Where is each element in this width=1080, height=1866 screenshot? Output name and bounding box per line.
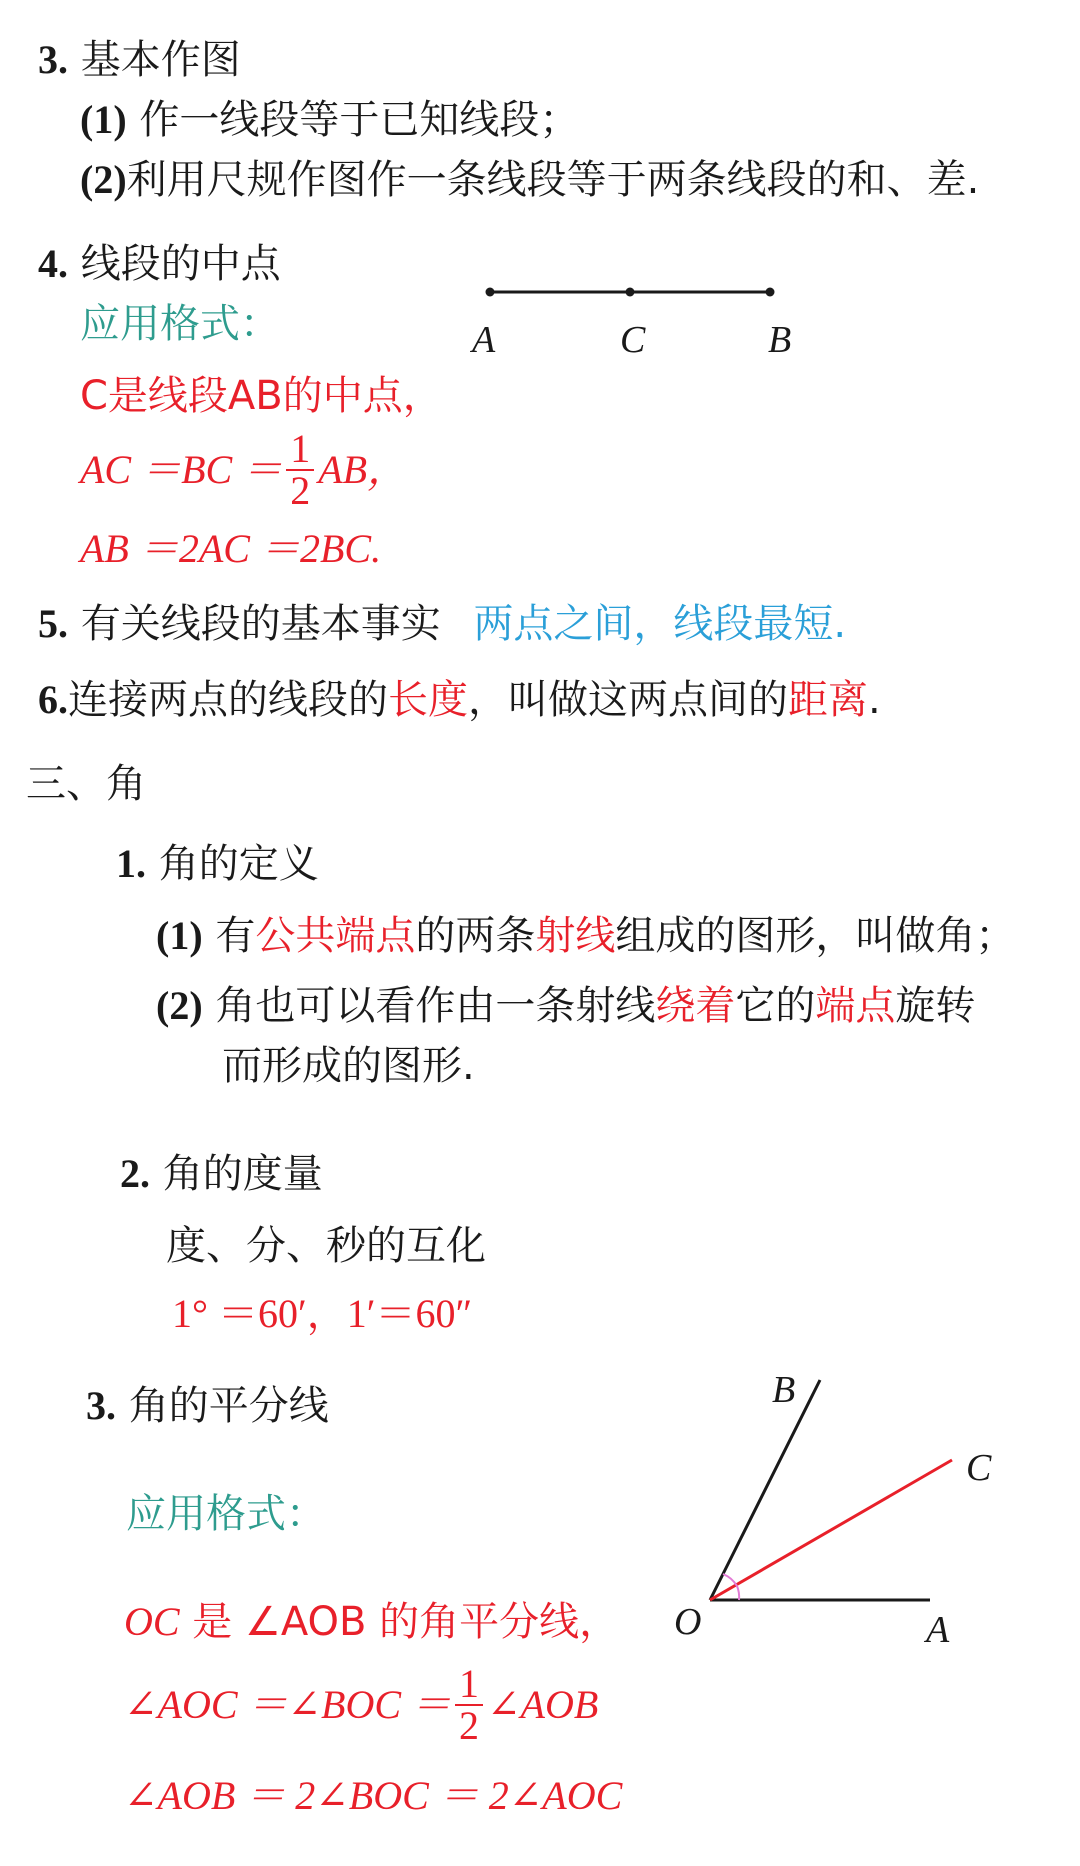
section-number: 3.: [38, 37, 68, 82]
angle-bisector-heading: [86, 1382, 329, 1430]
text-segment: 旋转: [895, 983, 976, 1029]
item-text: 利用尺规作图作一条线段等于两条线段的和、差.: [126, 157, 980, 203]
fraction-denominator: 2: [459, 1703, 480, 1748]
label-a: A: [926, 1609, 950, 1651]
section-3-item-1: [80, 96, 579, 144]
section-3-item-2: [80, 156, 979, 204]
section-text: 有关线段的基本事实: [80, 601, 441, 647]
section-3-heading: [38, 36, 241, 84]
segment-oc: OC: [124, 1599, 180, 1644]
point-b: [766, 288, 775, 297]
definition-item-2-continued: 而形成的图形.: [222, 1043, 475, 1089]
format-label: 应用格式：: [126, 1491, 326, 1537]
item-number: (2): [156, 983, 203, 1028]
section-title: 角的平分线: [128, 1383, 329, 1429]
section-6: [38, 676, 881, 724]
equation-left: ∠AOC ＝∠BOC ＝: [124, 1682, 452, 1727]
keyword-around: 绕着: [655, 983, 736, 1029]
equation-left: AC ＝BC ＝: [80, 447, 283, 492]
label-a: A: [472, 319, 496, 361]
midpoint-line-2: [80, 425, 407, 515]
section-number: 4.: [38, 241, 68, 286]
definition-item-2: [156, 982, 975, 1030]
format-label: 应用格式：: [80, 301, 280, 347]
equation-right: ∠AOB: [487, 1682, 599, 1727]
definition-item-1: [156, 912, 1015, 960]
section-5: [38, 600, 846, 648]
text-segment: 有: [215, 913, 256, 959]
bisector-line-1: [124, 1598, 619, 1646]
fraction-numerator: 1: [455, 1664, 483, 1706]
text-segment: 连接两点的线段的: [68, 677, 388, 723]
section-number: 6.: [38, 677, 68, 722]
label-b: B: [772, 1369, 796, 1411]
item-number: (1): [80, 97, 127, 142]
angle-bisector-diagram: [660, 1360, 1020, 1660]
label-c: C: [620, 319, 646, 361]
section-number: 5.: [38, 601, 68, 646]
text-segment: 组成的图形，叫做角；: [615, 913, 1016, 959]
unit-conversion-subheading: 度、分、秒的互化: [166, 1223, 486, 1269]
text-segment: .: [868, 677, 881, 723]
fraction-denominator: 2: [290, 468, 311, 513]
midpoint-diagram: [470, 270, 800, 370]
text-segment: 的两条: [415, 913, 536, 959]
equation-right: AB，: [318, 447, 408, 492]
label-c: C: [966, 1447, 992, 1489]
keyword-endpoint: 端点: [815, 983, 896, 1029]
text-segment: ，叫做这两点间的: [468, 677, 788, 723]
section-number: 1.: [116, 841, 146, 886]
bisector-line-2: [124, 1660, 598, 1750]
bisector-line-3: ∠AOB ＝ 2∠BOC ＝ 2∠AOC: [124, 1773, 623, 1818]
part-title: 三、角: [26, 761, 146, 807]
section-4-heading: [38, 240, 281, 288]
item-text: 作一线段等于已知线段；: [139, 97, 580, 143]
text-segment: 角也可以看作由一条射线: [215, 983, 656, 1029]
label-o: O: [674, 1601, 702, 1643]
fraction-one-half: [286, 426, 314, 513]
angle-definition-heading: [116, 840, 319, 888]
midpoint-line-1: C是线段AB的中点，: [80, 373, 443, 419]
keyword-common-endpoint: 公共端点: [255, 913, 416, 959]
keyword-distance: 距离: [788, 677, 868, 723]
section-title: 基本作图: [80, 37, 241, 83]
keyword-ray: 射线: [535, 913, 616, 959]
unit-conversion-formula: 1° ＝60′，1′＝60″: [172, 1291, 473, 1336]
keyword-length: 长度: [388, 677, 468, 723]
item-number: (2): [80, 157, 127, 202]
fraction-numerator: 1: [286, 429, 314, 471]
midpoint-line-3: AB ＝2AC ＝2BC.: [80, 526, 382, 571]
section-title: 角的度量: [162, 1151, 323, 1197]
item-number: (1): [156, 913, 203, 958]
point-c: [626, 288, 635, 297]
section-title: 角的定义: [158, 841, 319, 887]
angle-measure-heading: [120, 1150, 323, 1198]
statement-text: 是 ∠AOB 的角平分线，: [179, 1599, 620, 1645]
section-5-answer: 两点之间，线段最短.: [473, 601, 847, 647]
fraction-one-half: [455, 1661, 483, 1748]
section-title: 线段的中点: [80, 241, 281, 287]
point-a: [486, 288, 495, 297]
label-b: B: [768, 319, 792, 361]
section-number: 3.: [86, 1383, 116, 1428]
text-segment: 它的: [735, 983, 816, 1029]
section-number: 2.: [120, 1151, 150, 1196]
